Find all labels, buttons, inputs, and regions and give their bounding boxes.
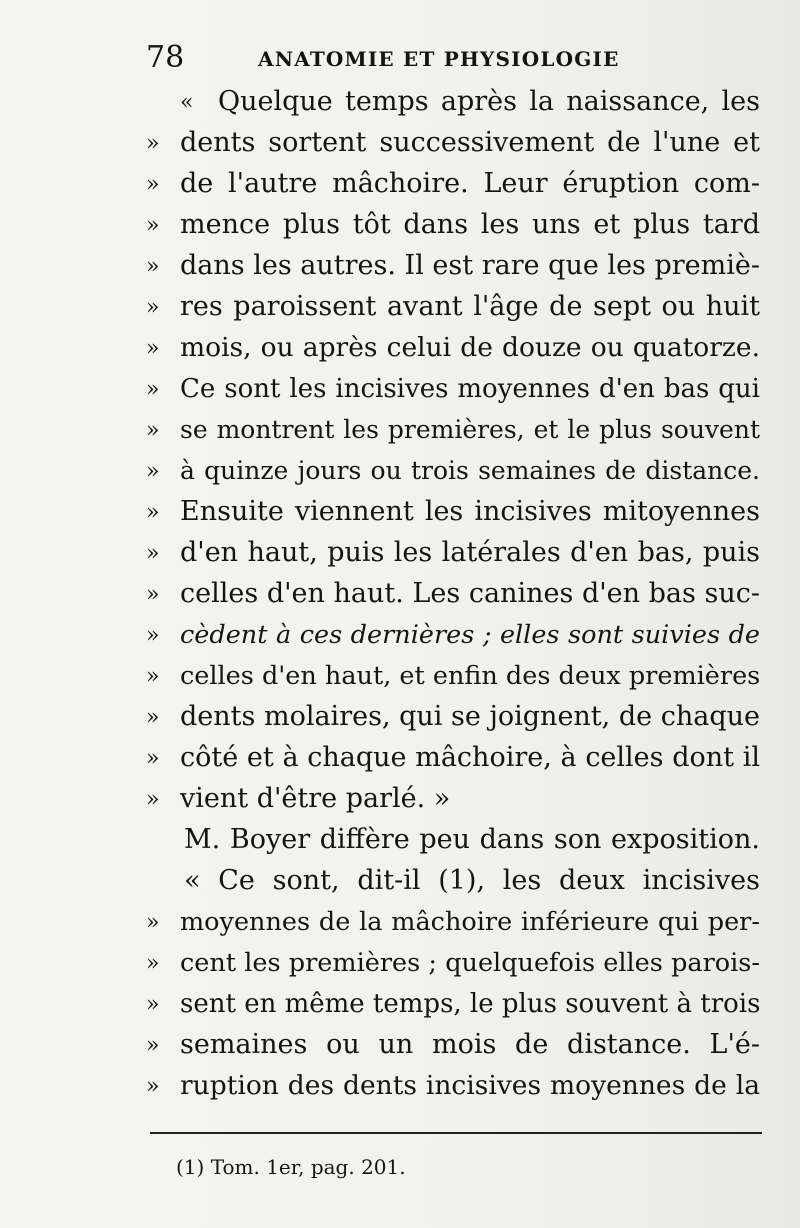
quote-mark: » (146, 500, 160, 525)
text-line (0, 902, 800, 943)
text-line (0, 656, 800, 697)
line-text: cèdent à ces dernières ; elles sont suivies de (180, 620, 760, 650)
quote-mark: » (146, 418, 160, 443)
text-line (0, 205, 800, 246)
line-text: dans les autres. Il est rare que les premiè- (180, 250, 760, 281)
quote-mark: » (146, 541, 160, 566)
line-text: semaines ou un mois de distance. L'é- (180, 1029, 760, 1060)
text-line (0, 328, 800, 369)
quote-mark: » (146, 746, 160, 771)
line-text: M. Boyer diffère peu dans son exposition. (184, 824, 760, 855)
quote-mark: » (146, 336, 160, 361)
quote-mark: » (146, 213, 160, 238)
line-text: mence plus tôt dans les uns et plus tard (180, 209, 760, 240)
text-line (0, 410, 800, 451)
text-line (0, 615, 800, 656)
line-text: dents sortent successivement de l'une et (180, 127, 760, 158)
line-text: se montrent les premières, et le plus souvent (180, 415, 760, 444)
line-text: « Ce sont, dit-il (1), les deux incisives (184, 865, 760, 896)
quote-mark: » (146, 992, 160, 1017)
text-line (0, 123, 800, 164)
quote-mark: « (180, 90, 194, 115)
text-line (0, 451, 800, 492)
quote-mark: » (146, 910, 160, 935)
line-text: Ce sont les incisives moyennes d'en bas qui (180, 374, 760, 404)
line-text: res paroissent avant l'âge de sept ou huit (180, 291, 760, 322)
running-title: ANATOMIE ET PHYSIOLOGIE (258, 47, 620, 71)
quote-mark: » (146, 582, 160, 607)
line-text: ruption des dents incisives moyennes de la (180, 1070, 760, 1101)
text-line (0, 1025, 800, 1066)
line-text: de l'autre mâchoire. Leur éruption com- (180, 168, 760, 199)
quote-mark: » (146, 377, 160, 402)
line-text: à quinze jours ou trois semaines de distance. (180, 456, 760, 485)
text-line (0, 533, 800, 574)
line-text: côté et à chaque mâchoire, à celles dont il (180, 742, 760, 773)
quote-mark: » (146, 951, 160, 976)
text-line (0, 984, 800, 1025)
quote-mark: » (146, 623, 160, 648)
text-line (0, 287, 800, 328)
text-line (0, 492, 800, 533)
line-text: Ensuite viennent les incisives mitoyennes (180, 496, 760, 527)
quote-mark: » (146, 787, 160, 812)
line-text: cent les premières ; quelquefois elles parois- (180, 948, 760, 978)
quote-mark: » (146, 705, 160, 730)
text-line (0, 697, 800, 738)
text-line (0, 369, 800, 410)
quote-mark: » (146, 1074, 160, 1099)
text-line (0, 738, 800, 779)
quote-mark: » (146, 254, 160, 279)
line-text: celles d'en haut, et enfin des deux premières (180, 661, 761, 691)
line-text: d'en haut, puis les latérales d'en bas, puis (180, 537, 760, 568)
page-header (140, 38, 760, 78)
line-text: mois, ou après celui de douze ou quatorze. (180, 332, 760, 363)
text-line (0, 82, 800, 123)
footnote-rule (150, 1132, 762, 1134)
quote-mark: » (146, 131, 160, 156)
line-text: sent en même temps, le plus souvent à trois (180, 989, 761, 1019)
quote-mark: » (146, 664, 160, 689)
quote-mark: » (146, 459, 160, 484)
text-line (0, 1066, 800, 1107)
line-text: Quelque temps après la naissance, les (218, 86, 760, 117)
line-text: celles d'en haut. Les canines d'en bas suc- (180, 578, 760, 609)
text-line (0, 246, 800, 287)
text-line (0, 861, 800, 902)
text-line (0, 574, 800, 615)
line-text: dents molaires, qui se joignent, de chaque (180, 701, 760, 732)
quote-mark: » (146, 1033, 160, 1058)
line-text: moyennes de la mâchoire inférieure qui per- (180, 907, 760, 937)
footnote: (1) Tom. 1er, pag. 201. (176, 1155, 406, 1179)
page-number: 78 (146, 40, 185, 75)
quote-mark: » (146, 295, 160, 320)
text-line (0, 820, 800, 861)
quote-mark: » (146, 172, 160, 197)
text-line (0, 943, 800, 984)
text-line (0, 779, 800, 820)
text-line (0, 164, 800, 205)
line-text: vient d'être parlé. » (180, 783, 451, 814)
